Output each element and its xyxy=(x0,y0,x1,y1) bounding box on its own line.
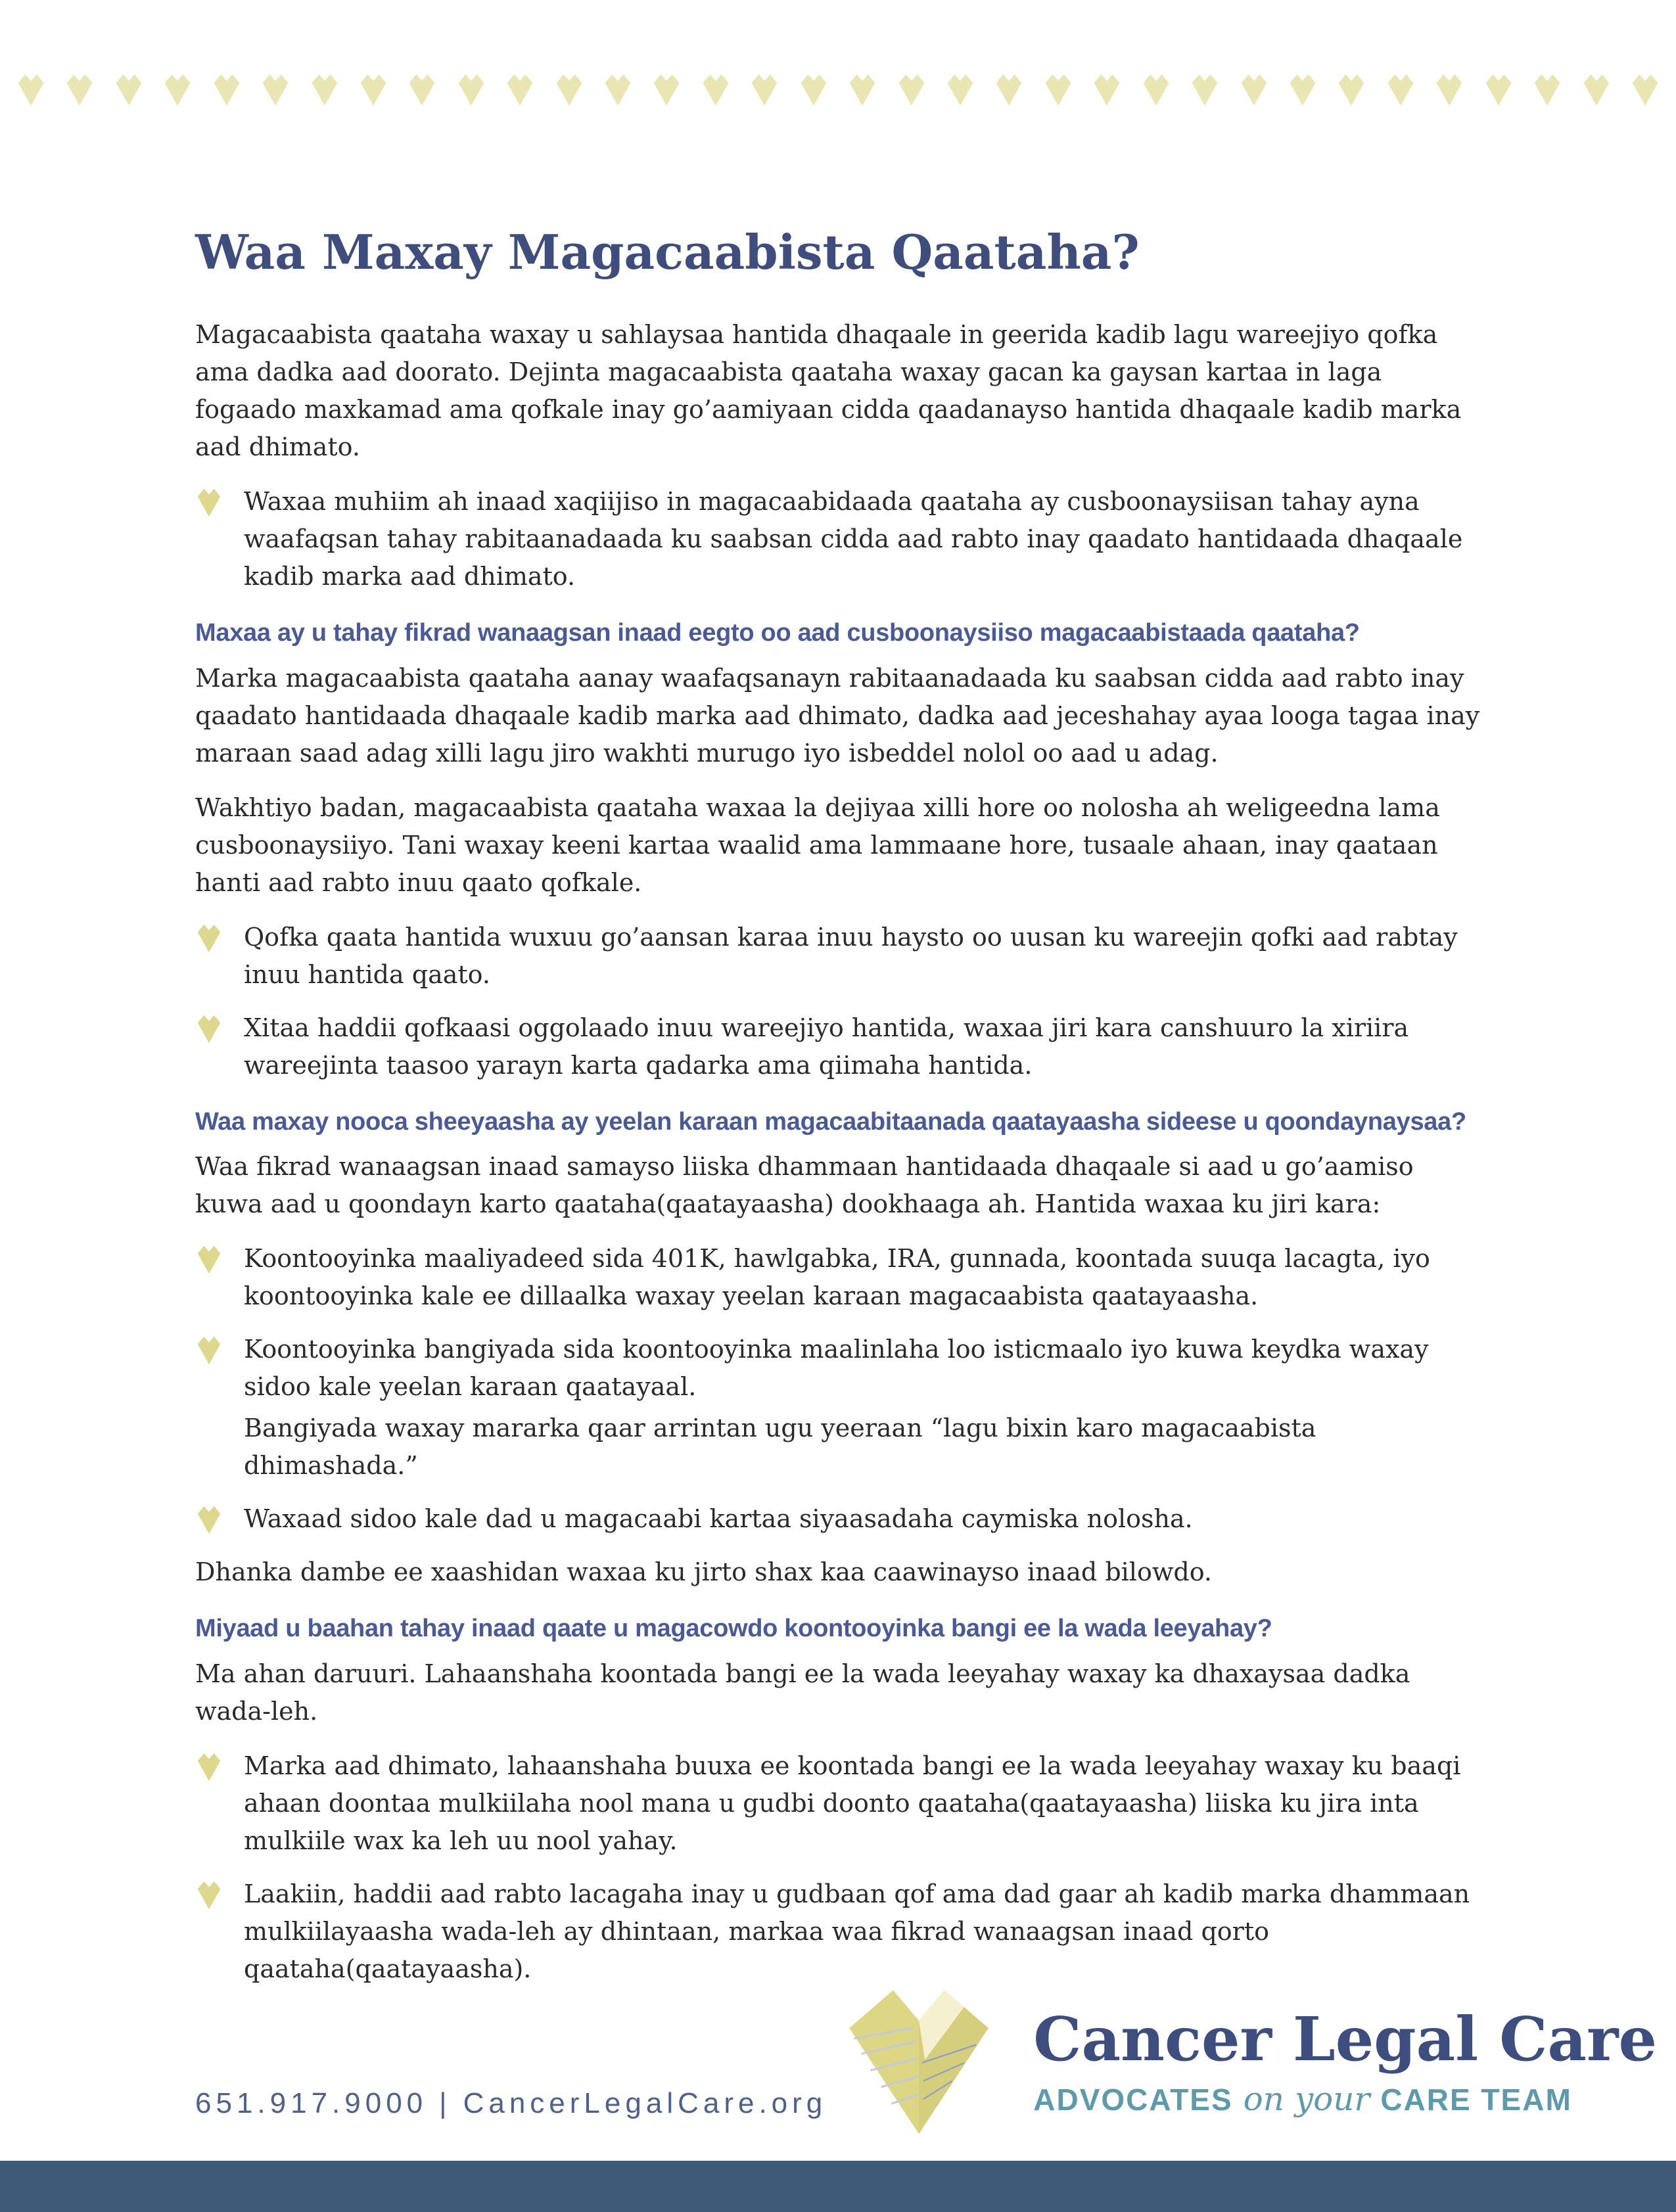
body-paragraph: Wakhtiyo badan, magacaabista qaataha waxaa la dejiyaa xilli hore oo nolosha ah weligeedna lama cusboonaysiiyo. Tani waxay keeni kartaa waalid ama lammaane hore, tusaale ahaan, inay qaataan hanti aad rabto inuu qaato qofkale. xyxy=(195,793,1440,897)
bullet-text xyxy=(244,483,1482,595)
bullet-item xyxy=(195,1500,1482,1538)
top-border-heart-icon xyxy=(1239,72,1269,108)
top-border-heart-icon xyxy=(896,72,927,108)
document-content xyxy=(195,226,1482,1988)
bullet-item xyxy=(195,1876,1482,1988)
body-paragraph: Ma ahan daruuri. Lahaanshaha koontada bangi ee la wada leeyahay waxay ka dhaxaysaa dadka wada-leh. xyxy=(195,1659,1410,1726)
bullet-text xyxy=(244,1876,1482,1988)
top-border-heart-icon xyxy=(651,72,682,108)
section-heading: Maxaa ay u tahay fikrad wanaagsan inaad eegto oo aad cusboonaysiiso magacaabistaada qaataha? xyxy=(195,619,1360,647)
page-title: Waa Maxay Magacaabista Qaataha? xyxy=(195,224,1140,280)
top-border-heart-icon xyxy=(310,72,340,108)
top-border-heart-icon xyxy=(945,72,975,108)
bullet-text xyxy=(244,1240,1482,1315)
top-border-heart-icon xyxy=(1288,72,1318,108)
bullet-paragraph: Laakiin, haddii aad rabto lacagaha inay u gudbaan qof ama dad gaar ah kadib marka dhammaan mulkiilayaasha wada-leh ay dhintaan, markaa waa fikrad wanaagsan inaad qorto qaataha(qaatayaasha). xyxy=(244,1879,1470,1983)
tagline-on-your: on your xyxy=(1243,2080,1370,2119)
top-border-heart-icon xyxy=(701,72,731,108)
top-border-heart-icon xyxy=(212,72,242,108)
tagline-care-team: CARE TEAM xyxy=(1380,2083,1572,2117)
top-border-heart-icon xyxy=(1092,72,1122,108)
bullet-paragraph: Xitaa haddii qofkaasi oggolaado inuu wareejiyo hantida, waxaa jiri kara canshuuro la xiriira wareejinta taasoo yarayn karta qadarka ama qiimaha hantida. xyxy=(244,1013,1409,1080)
bullet-text xyxy=(244,1500,1193,1538)
body-paragraph: Waa fikrad wanaagsan inaad samayso liiska dhammaan hantidaada dhaqaale si aad u go’aamiso kuwa aad u qoondayn karto qaataha(qaatayaasha) dookhaaga ah. Hantida waxaa ku jiri kara: xyxy=(195,1152,1414,1219)
top-border-heart-icon xyxy=(1532,72,1562,108)
top-border-heart-icon xyxy=(1043,72,1073,108)
heart-bullet-icon xyxy=(195,919,223,954)
logo-name: Cancer Legal Care xyxy=(1033,2003,1658,2075)
top-border-heart-icon xyxy=(1434,72,1464,108)
heart-bullet-icon xyxy=(195,1009,223,1045)
body-paragraph: Magacaabista qaataha waxay u sahlaysaa hantida dhaqaale in geerida kadib lagu wareejiyo qofka ama dadka aad doorato. Dejinta magacaabista qaataha waxay gacan ka gaysan kartaa in laga fogaado maxkamad ama qofkale inay go’aamiyaan cidda qaadanayso hantida dhaqaale kadib marka aad dhimato. xyxy=(195,320,1462,462)
bullet-continuation: Bangiyada waxay mararka qaar arrintan ugu yeeraan “lagu bixin karo magacaabista dhimashada.” xyxy=(244,1414,1316,1481)
phone-number: 651.917.9000 xyxy=(195,2087,428,2119)
top-border-heart-icon xyxy=(64,72,95,108)
body-paragraph: Marka magacaabista qaataha aanay waafaqsanayn rabitaanadaada ku saabsan cidda aad rabto inay qaadato hantidaada dhaqaale kadib marka aad dhimato, dadka aad jeceshahay ayaa looga tagaa inay maraan saad adag xilli lagu jiro wakhti murugo iyo isbeddel nolol oo aad u adag. xyxy=(195,663,1480,768)
bullet-item xyxy=(195,1747,1482,1860)
logo-text xyxy=(1033,2003,1658,2119)
bullet-text xyxy=(244,1747,1482,1860)
bullet-text xyxy=(244,919,1482,994)
heart-bullet-icon xyxy=(195,1876,223,1911)
heart-bullet-icon xyxy=(195,1747,223,1783)
top-border-heart-icon xyxy=(505,72,535,108)
top-border-heart-icon xyxy=(114,72,144,108)
top-border-heart-icon xyxy=(162,72,193,108)
top-border-heart-icon xyxy=(1190,72,1220,108)
top-border-heart-icon xyxy=(554,72,584,108)
bullet-text xyxy=(244,1009,1482,1084)
bullet-item xyxy=(195,1331,1482,1485)
top-border-heart-icon xyxy=(799,72,829,108)
top-hearts-border xyxy=(0,72,1676,108)
document-blocks xyxy=(195,316,1482,1988)
bottom-accent-bar xyxy=(0,2161,1676,2212)
heart-bullet-icon xyxy=(195,1500,223,1536)
bullet-paragraph: Koontooyinka maaliyadeed sida 401K, hawlgabka, IRA, gunnada, koontada suuqa lacagta, iyo koontooyinka kale ee dillaalka waxay yeelan karaan magacaabista qaatayaasha. xyxy=(244,1244,1430,1311)
top-border-heart-icon xyxy=(16,72,46,108)
top-border-heart-icon xyxy=(260,72,291,108)
page-footer xyxy=(195,1987,1658,2138)
body-paragraph: Dhanka dambe ee xaashidan waxaa ku jirto shax kaa caawinayso inaad bilowdo. xyxy=(195,1557,1212,1587)
bullet-text xyxy=(244,1331,1482,1485)
org-logo xyxy=(827,1987,1657,2138)
top-border-heart-icon xyxy=(1141,72,1171,108)
top-border-heart-icon xyxy=(603,72,633,108)
section-heading: Waa maxay nooca sheeyaasha ay yeelan karaan magacaabitaanada qaatayaasha sideese u qoondaynaysaa? xyxy=(195,1107,1466,1136)
bullet-item xyxy=(195,1240,1482,1315)
top-border-heart-icon xyxy=(1630,72,1660,108)
top-border-heart-icon xyxy=(407,72,437,108)
bullet-item xyxy=(195,1009,1482,1084)
bullet-paragraph: Koontooyinka bangiyada sida koontooyinka maalinlaha loo isticmaalo iyo kuwa keydka waxay sidoo kale yeelan karaan qaatayaal. xyxy=(244,1335,1429,1402)
contact-line xyxy=(195,2087,827,2120)
bullet-item xyxy=(195,919,1482,994)
top-border-heart-icon xyxy=(1385,72,1416,108)
bullet-paragraph: Waxaa muhiim ah inaad xaqiijiso in magacaabidaada qaataha ay cusboonaysiisan tahay ayna waafaqsan tahay rabitaanadaada ku saabsan cidda aad rabto inay qaadato hantidaada dhaqaale kadib marka aad dhimato. xyxy=(244,487,1463,591)
heart-bullet-icon xyxy=(195,1240,223,1276)
top-border-heart-icon xyxy=(1336,72,1366,108)
top-border-heart-icon xyxy=(847,72,877,108)
website-url: CancerLegalCare.org xyxy=(463,2087,827,2119)
logo-tagline xyxy=(1033,2080,1657,2118)
bullet-paragraph: Waxaad sidoo kale dad u magacaabi kartaa siyaasadaha caymiska nolosha. xyxy=(244,1504,1193,1534)
contact-divider: | xyxy=(439,2087,452,2119)
section-heading: Miyaad u baahan tahay inaad qaate u magacowdo koontooyinka bangi ee la wada leeyahay? xyxy=(195,1615,1272,1643)
top-border-heart-icon xyxy=(358,72,388,108)
heart-bullet-icon xyxy=(195,483,223,518)
top-border-heart-icon xyxy=(456,72,486,108)
top-border-heart-icon xyxy=(1581,72,1612,108)
bullet-item xyxy=(195,483,1482,595)
top-border-heart-icon xyxy=(749,72,780,108)
tagline-advocates: ADVOCATES xyxy=(1033,2083,1233,2117)
top-border-heart-icon xyxy=(1483,72,1514,108)
top-border-heart-icon xyxy=(994,72,1024,108)
heart-bullet-icon xyxy=(195,1331,223,1366)
bullet-paragraph: Marka aad dhimato, lahaanshaha buuxa ee koontada bangi ee la wada leeyahay waxay ku baaqi ahaan doontaa mulkiilaha nool mana u gudbi doonto qaataha(qaatayaasha) liiska ku jira inta mulkiile wax ka leh uu nool yahay. xyxy=(244,1751,1461,1855)
bullet-paragraph: Qofka qaata hantida wuxuu go’aansan karaa inuu haysto oo uusan ku wareejin qofki aad rabtay inuu hantida qaato. xyxy=(244,922,1458,989)
logo-heart-icon xyxy=(827,1987,1011,2138)
